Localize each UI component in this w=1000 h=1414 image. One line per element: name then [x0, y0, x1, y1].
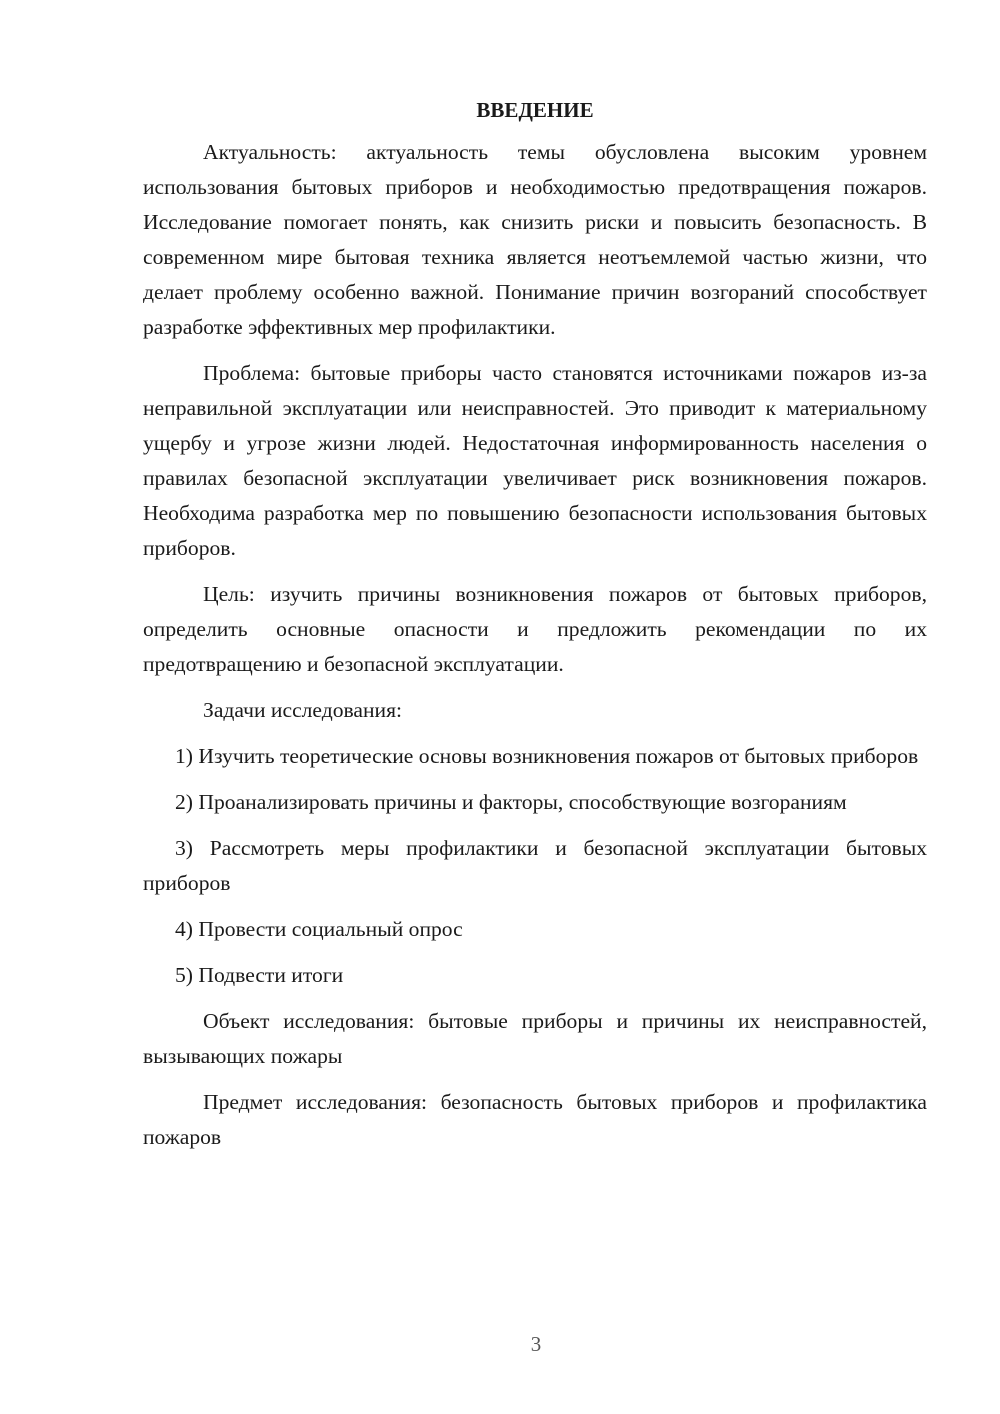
document-page: [143, 95, 927, 1166]
paragraph-goal: Цель: изучить причины возникновения пожаров от бытовых приборов, определить основные опасности и предложить рекомендации по их предотвращению и безопасной эксплуатации.: [143, 582, 927, 676]
list-item: 3) Рассмотреть меры профилактики и безопасной эксплуатации бытовых приборов: [143, 836, 927, 895]
paragraph-subject: Предмет исследования: безопасность бытовых приборов и профилактика пожаров: [143, 1090, 927, 1149]
list-item: 1) Изучить теоретические основы возникновения пожаров от бытовых приборов: [175, 744, 919, 768]
tasks-title: Задачи исследования:: [203, 698, 403, 722]
list-item: 5) Подвести итоги: [175, 963, 344, 987]
paragraph-relevance: Актуальность: актуальность темы обусловлена высоким уровнем использования бытовых приборов и необходимостью предотвращения пожаров. Исследование помогает понять, как снизить риски и повысить безопасность. В современном мире бытовая техника является неотъемлемой частью жизни, что делает проблему особенно важной. Понимание причин возгораний способствует разработке эффективных мер профилактики.: [143, 140, 927, 339]
page-number: 3: [530, 1332, 542, 1356]
paragraph-problem: Проблема: бытовые приборы часто становятся источниками пожаров из-за неправильной эксплуатации или неисправностей. Это приводит к материальному ущербу и угрозе жизни людей. Недостаточная информированность населения о правилах безопасной эксплуатации увеличивает риск возникновения пожаров. Необходима разработка мер по повышению безопасности использования бытовых приборов.: [143, 361, 927, 560]
page-title: ВВЕДЕНИЕ: [476, 98, 594, 122]
paragraph-object: Объект исследования: бытовые приборы и причины их неисправностей, вызывающих пожары: [143, 1009, 927, 1068]
list-item: 2) Проанализировать причины и факторы, способствующие возгораниям: [175, 790, 847, 814]
list-item: 4) Провести социальный опрос: [175, 917, 463, 941]
